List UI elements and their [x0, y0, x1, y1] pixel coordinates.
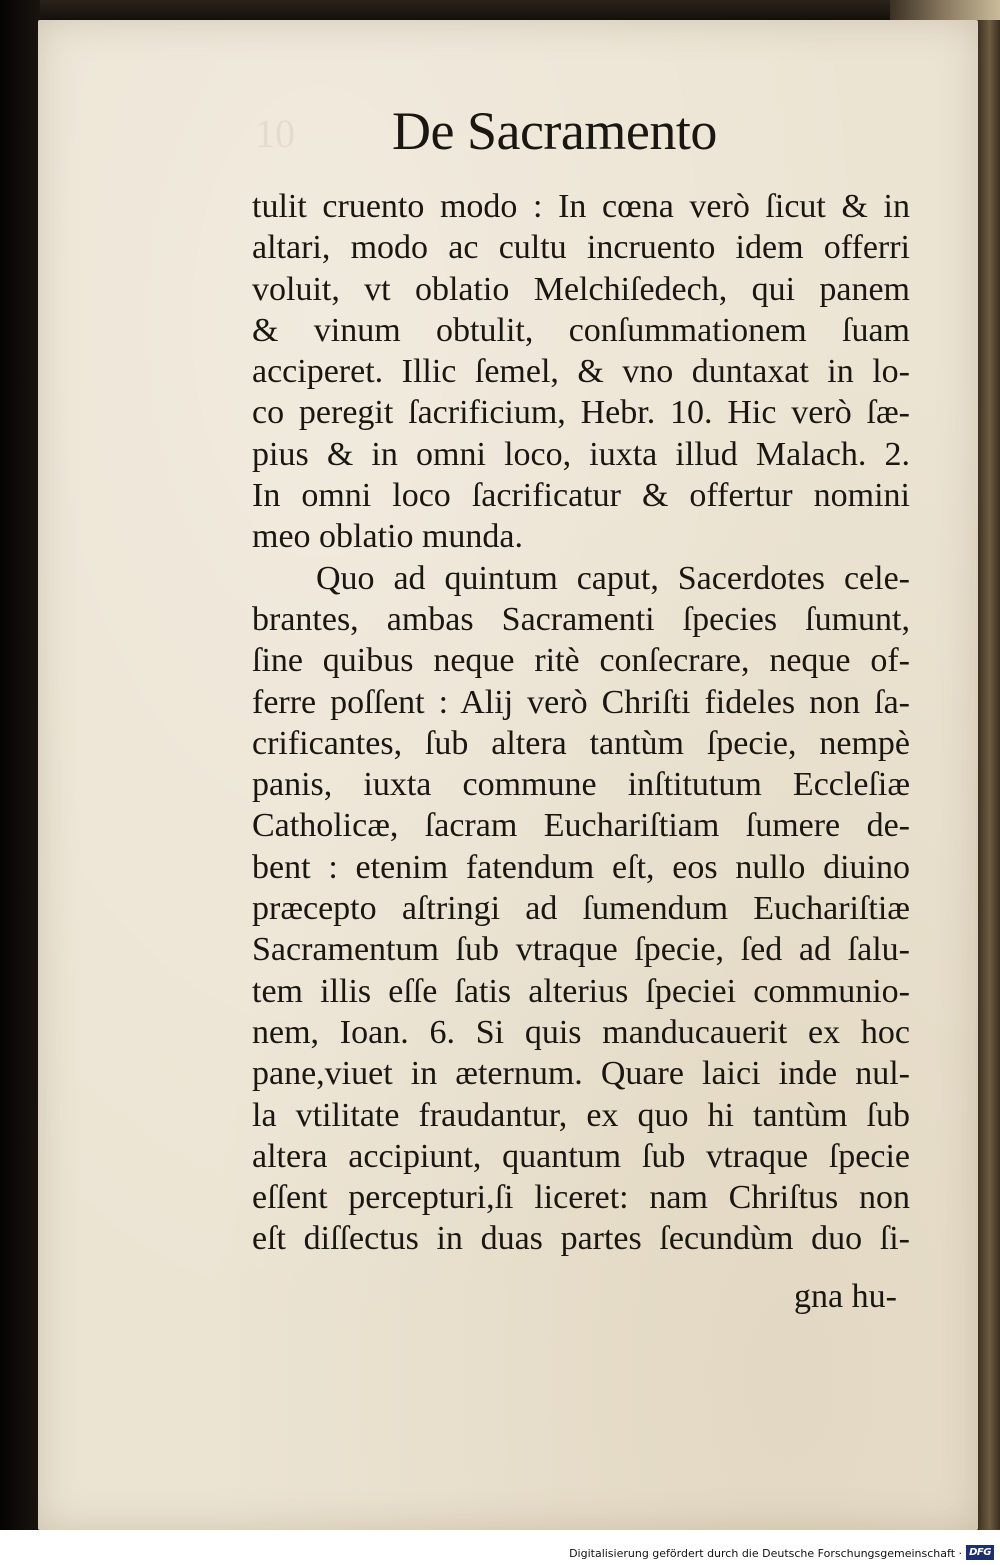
running-head: De Sacramento	[392, 101, 717, 161]
text-line: la vtilitate fraudantur, ex quo hi tantùm ſub	[252, 1096, 910, 1134]
text-line: crificantes, ſub altera tantùm ſpecie, nempè	[252, 724, 910, 762]
text-line: Catholicæ, ſacram Euchariſtiam ſumere de-	[252, 807, 910, 845]
text-line: præcepto aſtringi ad ſumendum Euchariſtiæ	[252, 890, 910, 928]
text-line: Sacramentum ſub vtraque ſpecie, ſed ad ſalu-	[252, 931, 910, 969]
catchword: gna hu-	[794, 1278, 897, 1315]
text-line: acciperet. Illic ſemel, & vno duntaxat in lo-	[252, 353, 910, 391]
book-top-edge	[0, 0, 1000, 20]
text-line: & vinum obtulit, conſummationem ſuam	[252, 311, 910, 349]
text-line-paragraph-end: meo oblatio munda.	[252, 518, 524, 556]
text-line: eſt diſſectus in duas partes ſecundùm duo ſi-	[252, 1220, 910, 1258]
text-line: co peregit ſacrificium, Hebr. 10. Hic verò ſæ-	[252, 394, 910, 432]
text-line: altera accipiunt, quantum ſub vtraque ſpecie	[252, 1137, 910, 1175]
text-line: ſine quibus neque ritè conſecrare, neque of-	[252, 642, 910, 680]
text-line: pane,viuet in æternum. Quare laici inde nul-	[252, 1055, 910, 1093]
text-line: bent : etenim fatendum eſt, eos nullo diuino	[252, 848, 910, 886]
text-line: tem illis eſſe ſatis alterius ſpeciei communio-	[252, 972, 910, 1010]
page-body	[252, 186, 910, 1260]
text-line: tulit cruento modo : In cœna verò ſicut & in	[252, 188, 910, 225]
text-line: ferre poſſent : Alij verò Chriſti fideles non ſa-	[252, 683, 910, 721]
text-line-paragraph-start: Quo ad quintum caput, Sacerdotes cele-	[316, 559, 910, 597]
text-line: pius & in omni loco, iuxta illud Malach. 2.	[252, 435, 910, 473]
neighbor-page-edge	[890, 0, 1000, 22]
text-line: nem, Ioan. 6. Si quis manducauerit ex hoc	[252, 1013, 910, 1051]
digitization-credit: Digitalisierung gefördert durch die Deutsche Forschungsgemeinschaft ·	[569, 1547, 962, 1560]
text-line: voluit, vt oblatio Melchiſedech, qui panem	[252, 270, 910, 308]
text-line: brantes, ambas Sacramenti ſpecies ſumunt,	[252, 600, 910, 638]
book-gutter	[0, 0, 40, 1565]
bleed-through-mark: 10	[255, 111, 295, 156]
text-line: panis, iuxta commune inſtitutum Eccleſiæ	[252, 766, 910, 804]
dfg-logo: DFG	[966, 1545, 994, 1560]
text-line: In omni loco ſacrificatur & offertur nomini	[252, 477, 910, 515]
text-line: eſſent percepturi,ſi liceret: nam Chriſtus non	[252, 1179, 910, 1217]
text-line: altari, modo ac cultu incruento idem offerri	[252, 229, 910, 267]
